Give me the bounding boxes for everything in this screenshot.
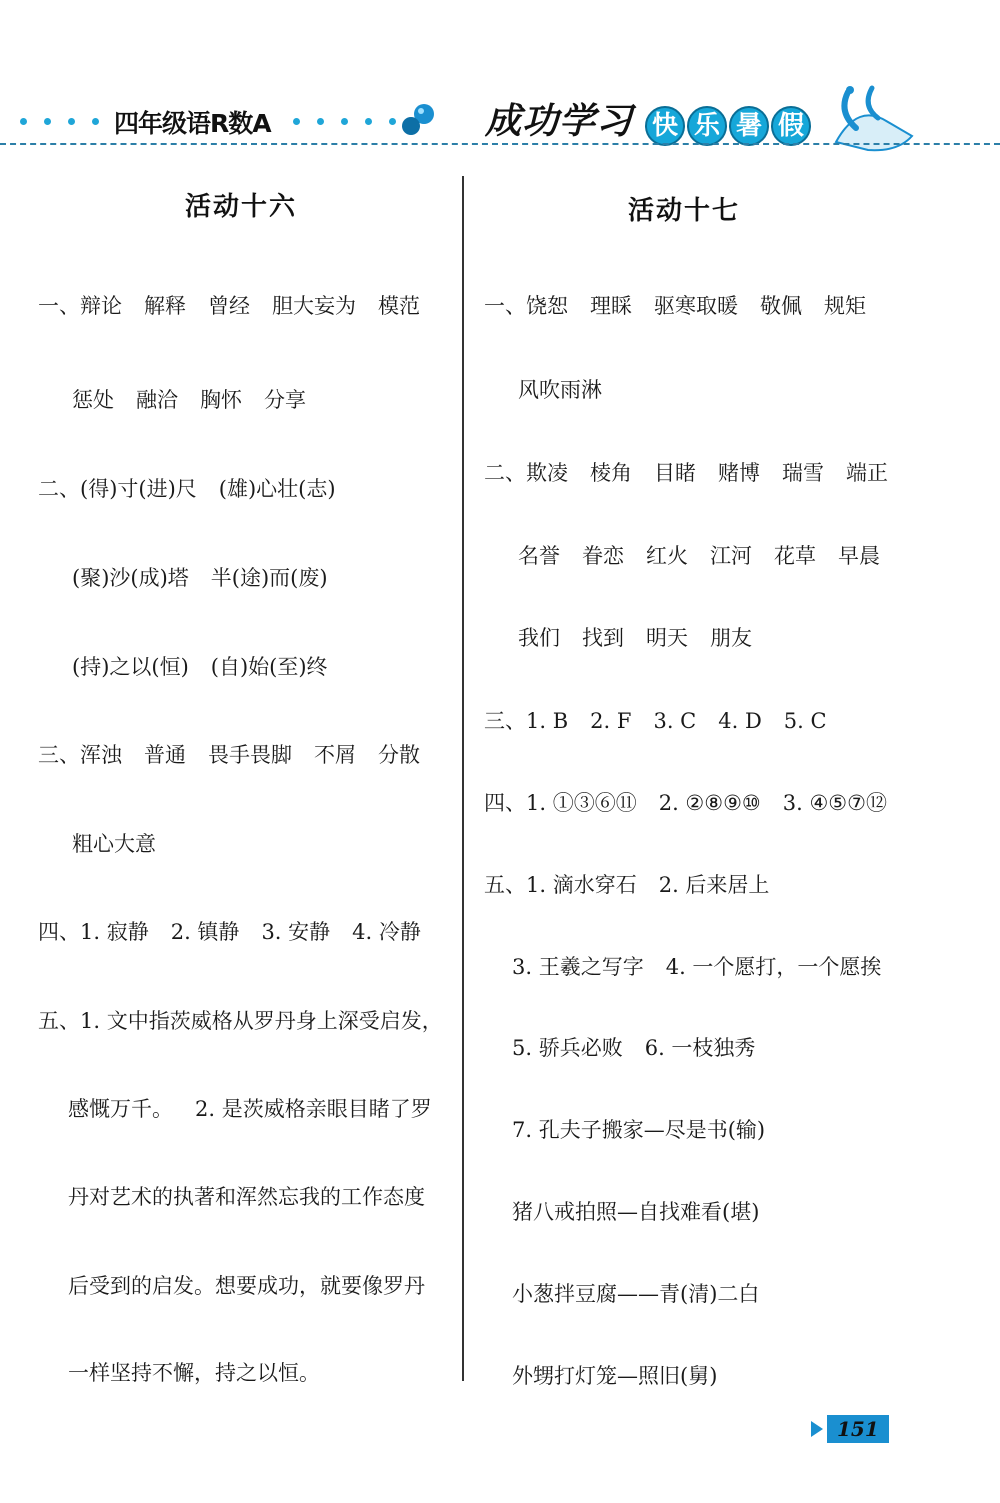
page-number-badge (811, 1414, 889, 1444)
answer-term: 融洽 (136, 388, 178, 412)
answer-term: 解释 (144, 294, 186, 318)
answer-term: (持)之以(恒) (72, 655, 189, 679)
answer-term: 四、1. ①③⑥⑪ (484, 791, 637, 815)
answer-line (68, 1270, 425, 1300)
answer-term: 二、欺凌 (484, 461, 568, 485)
arrow-icon (811, 1421, 823, 1437)
decorative-dots-left (20, 116, 99, 128)
answer-term: 惩处 (72, 388, 114, 412)
answer-term: 明天 (646, 626, 688, 650)
answer-term: 3. ④⑤⑦⑫ (782, 791, 887, 815)
answer-term: (雄)心壮(志) (218, 477, 336, 501)
summer-badge (645, 106, 811, 146)
answer-term: 五、1. 滴水穿石 (484, 873, 637, 897)
left-column-title: 活动十六 (185, 192, 298, 222)
answer-line (484, 705, 827, 735)
column-divider (462, 176, 464, 1381)
answer-term: 五、1. 文中指茨威格从罗丹身上深受启发， (38, 1009, 443, 1033)
badge-char: 乐 (687, 106, 727, 146)
right-column-title: 活动十七 (628, 196, 741, 226)
answer-term: 4. 冷静 (352, 920, 421, 944)
answer-term: 找到 (582, 626, 624, 650)
answer-term: 普通 (144, 743, 186, 767)
balls-icon (398, 100, 438, 140)
answer-term: 2. F (590, 709, 632, 733)
answer-line (512, 1114, 765, 1144)
answer-line (38, 290, 420, 320)
answer-term: 胆大妄为 (272, 294, 356, 318)
answer-term: 敬佩 (760, 294, 802, 318)
answer-line (518, 540, 880, 570)
answer-term: 四、1. 寂静 (38, 920, 149, 944)
answer-term: 分享 (264, 388, 306, 412)
answer-line (38, 739, 420, 769)
answer-term: 一、饶恕 (484, 294, 568, 318)
answer-line (72, 651, 328, 681)
answer-term: 二、(得)寸(进)尺 (38, 477, 197, 501)
answer-line (484, 787, 887, 817)
header-rule (0, 143, 1000, 145)
badge-char: 假 (771, 106, 811, 146)
answer-term: 三、浑浊 (38, 743, 122, 767)
answer-line (512, 951, 881, 981)
answer-term: 理睬 (590, 294, 632, 318)
answer-term: 3. C (653, 709, 697, 733)
answer-line (518, 622, 752, 652)
answer-term: 5. C (783, 709, 827, 733)
answer-line (518, 374, 602, 404)
answer-term: 驱寒取暖 (654, 294, 738, 318)
answer-term: 赌博 (718, 461, 760, 485)
answer-term: 6. 一枝独秀 (644, 1036, 756, 1060)
answer-term: 不屑 (314, 743, 356, 767)
answer-term: 我们 (518, 626, 560, 650)
decorative-dots-mid (293, 116, 396, 128)
answer-term: 感慨万千。 (68, 1097, 173, 1121)
answer-term: 3. 安静 (261, 920, 331, 944)
answer-term: (自)始(至)终 (210, 655, 328, 679)
answer-term: 名誉 (518, 544, 560, 568)
answer-line (484, 869, 769, 899)
answer-line (512, 1278, 759, 1308)
answer-term: 一样坚持不懈，持之以恒。 (68, 1361, 320, 1385)
answer-term: 规矩 (824, 294, 866, 318)
answer-term: 端正 (846, 461, 888, 485)
answer-term: 粗心大意 (72, 832, 156, 856)
answer-term: 猪八戒拍照—自找难看(堪) (512, 1200, 760, 1224)
answer-term: 4. 一个愿打，一个愿挨 (665, 955, 882, 979)
answer-term: 2. 是茨威格亲眼目睹了罗 (195, 1097, 432, 1121)
answer-term: 风吹雨淋 (518, 378, 602, 402)
answer-line (68, 1357, 320, 1387)
answer-term: 半(途)而(废) (210, 566, 328, 590)
answer-line (72, 828, 156, 858)
answer-term: 三、1. B (484, 709, 569, 733)
answer-term: 瑞雪 (782, 461, 824, 485)
answer-term: 2. 镇静 (170, 920, 240, 944)
brand-title: 成功学习 (485, 101, 634, 142)
answer-line (512, 1032, 755, 1062)
answer-term: 丹对艺术的执著和浑然忘我的工作态度 (68, 1185, 425, 1209)
answer-line (512, 1360, 717, 1390)
answer-term: 曾经 (208, 294, 250, 318)
answer-term: 4. D (718, 709, 762, 733)
answer-term: 早晨 (838, 544, 880, 568)
answer-term: 外甥打灯笼—照旧(舅) (512, 1364, 718, 1388)
answer-line (38, 916, 421, 946)
answer-term: 分散 (378, 743, 420, 767)
answer-term: 眷恋 (582, 544, 624, 568)
answer-term: 胸怀 (200, 388, 242, 412)
answer-term: (聚)沙(成)塔 (72, 566, 189, 590)
answer-term: 5. 骄兵必败 (512, 1036, 623, 1060)
answer-term: 花草 (774, 544, 816, 568)
answer-term: 3. 王羲之写字 (512, 955, 644, 979)
answer-term: 7. 孔夫子搬家—尽是书(输) (512, 1118, 766, 1142)
grade-label: 四年级语R数A (114, 109, 271, 138)
answer-term: 模范 (378, 294, 420, 318)
page-number: 151 (827, 1415, 889, 1443)
answer-term: 朋友 (710, 626, 752, 650)
answer-term: 2. 后来居上 (658, 873, 770, 897)
answer-line (72, 384, 306, 414)
answer-line (68, 1093, 432, 1123)
badge-char: 快 (645, 106, 685, 146)
answer-term: 后受到的启发。想要成功，就要像罗丹 (68, 1274, 425, 1298)
page-header (0, 0, 1000, 160)
answer-term: 小葱拌豆腐——青(清)二白 (512, 1282, 760, 1306)
answer-line (38, 1005, 443, 1035)
answer-line (68, 1181, 425, 1211)
answer-term: 红火 (646, 544, 688, 568)
badge-char: 暑 (729, 106, 769, 146)
answer-line (512, 1196, 759, 1226)
answer-line (72, 562, 328, 592)
answer-line (484, 290, 866, 320)
answer-term: 2. ②⑧⑨⑩ (658, 791, 761, 815)
answer-term: 一、辩论 (38, 294, 122, 318)
answer-term: 目睹 (654, 461, 696, 485)
answer-term: 畏手畏脚 (208, 743, 292, 767)
answer-line (484, 457, 888, 487)
answer-term: 江河 (710, 544, 752, 568)
answer-line (38, 473, 336, 503)
answer-term: 棱角 (590, 461, 632, 485)
